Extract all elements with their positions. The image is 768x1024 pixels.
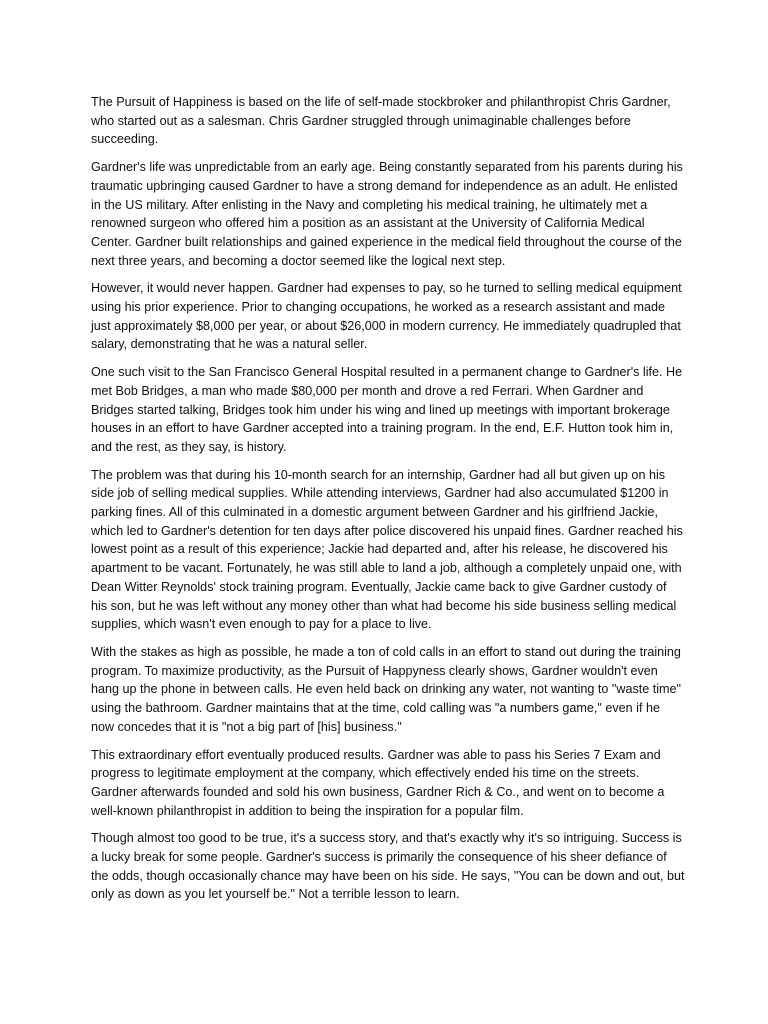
paragraph-bob-bridges: One such visit to the San Francisco General Hospital resulted in a permanent change to Gardner's life. He met Bob Bridges, a man who made $80,000 per month and drove a red Ferrari. When Gardner and Bridges started talking, Bridges took him under his wing and lined up meetings with important brokerage houses in an effort to have Gardner accepted into a training program. In the end, E.F. Hutton took him in, and the rest, as they say, is history.: [91, 365, 683, 454]
paragraph-hardship: The problem was that during his 10-month search for an internship, Gardner had all but given up on his side job of selling medical supplies. While attending interviews, Gardner had also accumulated $1200 in parking fines. All of this culminated in a domestic argument between Gardner and his girlfriend Jackie, which led to Gardner's detention for ten days after police discovered his unpaid fines. Gardner reached his lowest point as a result of this experience; Jackie had departed and, after his release, he discovered his apartment to be vacant. Fortunately, he was still able to land a job, although a completely unpaid one, with Dean Witter Reynolds' stock training program. Eventually, Jackie came back to give Gardner custody of his son, but he was left without any money other than what had become his side business selling medical supplies, which wasn't even enough to pay for a place to live.: [91, 467, 683, 632]
paragraph-intro: The Pursuit of Happiness is based on the life of self-made stockbroker and philanthropist Chris Gardner, who started out as a salesman. Chris Gardner struggled through unimaginable challenges before succeeding.: [91, 95, 671, 147]
paragraph-cold-calls: With the stakes as high as possible, he made a ton of cold calls in an effort to stand out during the training program. To maximize productivity, as the Pursuit of Happyness clearly shows, Gardner wouldn't even hang up the phone in between calls. He even held back on drinking any water, not wanting to "waste time" using the bathroom. Gardner maintains that at the time, cold calling was "a numbers game," even if he now concedes that it is "not a big part of [his] business.": [91, 644, 682, 734]
paragraph-career-change: However, it would never happen. Gardner had expenses to pay, so he turned to selling medical equipment using his prior experience. Prior to changing occupations, he worked as a research assistant and made just approximately $8,000 per year, or about $26,000 in modern currency. He immediately quadrupled that salary, demonstrating that he was a natural seller.: [91, 281, 682, 352]
document-page: [91, 93, 685, 913]
paragraph-results: This extraordinary effort eventually produced results. Gardner was able to pass his Series 7 Exam and progress to legitimate employment at the company, which effectively ended his time on the streets. Gardner afterwards founded and sold his own business, Gardner Rich & Co., and went on to become a well-known philanthropist in addition to being the inspiration for a popular film.: [91, 747, 665, 818]
paragraph-conclusion: Though almost too good to be true, it's a success story, and that's exactly why it's so intriguing. Success is a lucky break for some people. Gardner's success is primarily the consequence of his sheer defiance of the odds, though occasionally chance may have been on his side. He says, "You can be down and out, but only as down as you let yourself be." Not a terrible lesson to learn.: [91, 831, 685, 902]
paragraph-early-life: Gardner's life was unpredictable from an early age. Being constantly separated from his parents during his traumatic upbringing caused Gardner to have a strong demand for independence as an adult. He enlisted in the US military. After enlisting in the Navy and completing his medical training, he ultimately met a renowned surgeon who offered him a position as an assistant at the University of California Medical Center. Gardner built relationships and gained experience in the medical field throughout the course of the next three years, and becoming a doctor seemed like the logical next step.: [91, 160, 683, 268]
